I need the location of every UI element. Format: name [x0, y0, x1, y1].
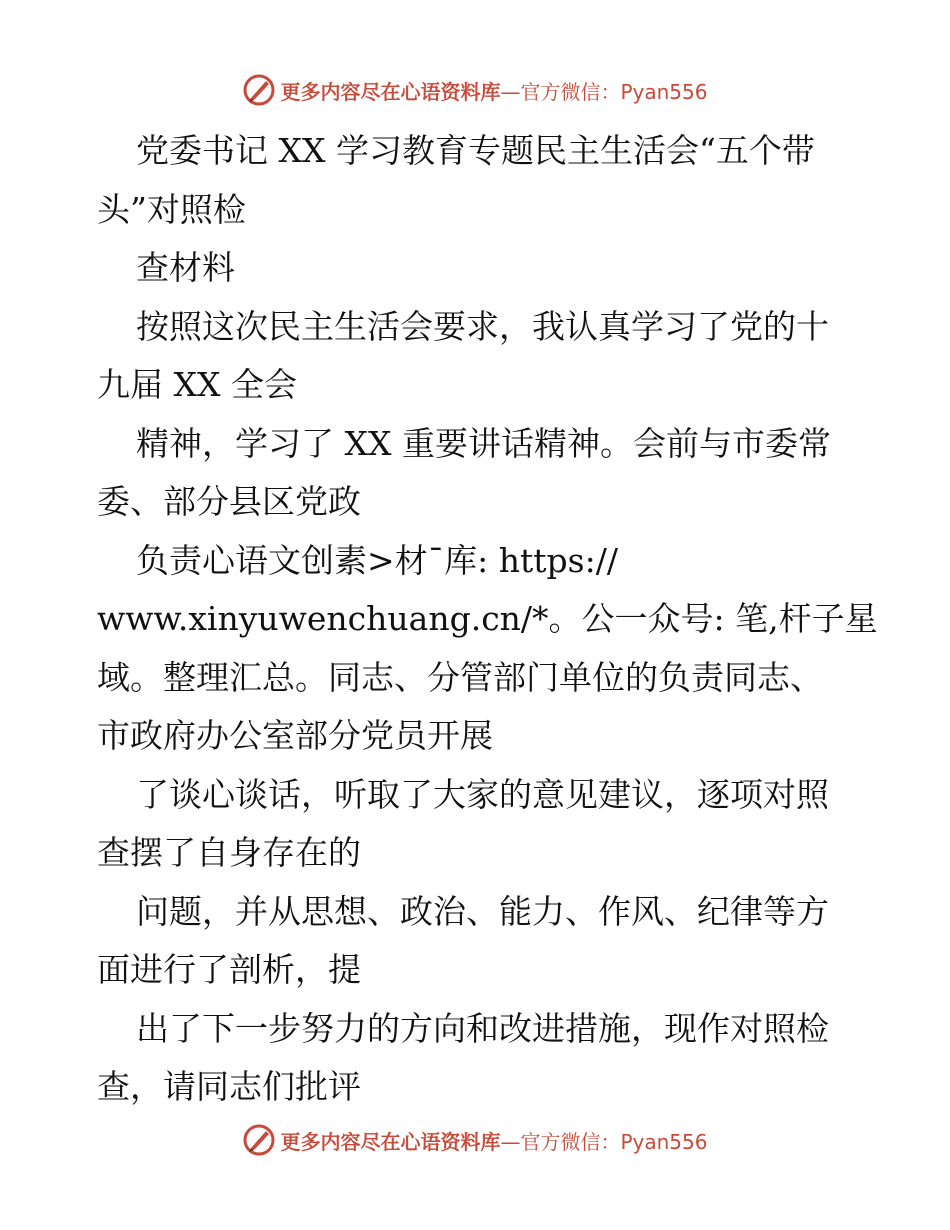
title-line-1: 党委书记 XX 学习教育专题民主生活会“五个带 [136, 131, 815, 170]
body-line: 面进行了剖析，提 [97, 950, 361, 989]
body-line: 出了下一步努力的方向和改进措施，现作对照检 [136, 1008, 829, 1048]
banner-wechat-text: —官方微信：Pyan556 [500, 79, 708, 104]
title-line-2: 头”对照检 [97, 189, 246, 229]
body-line: 域。整理汇总。同志、分管部门单位的负责同志、 [97, 657, 823, 697]
body-line: 了谈心谈话，听取了大家的意见建议，逐项对照 [136, 774, 829, 814]
header-banner [0, 70, 950, 110]
body-line: 按照这次民主生活会要求，我认真学习了党的十 [136, 306, 829, 346]
body-line: 九届 XX 全会 [97, 365, 297, 404]
quill-pen-logo-icon [242, 1123, 276, 1157]
banner-brand-text: 更多内容尽在心语资料库 [280, 1129, 501, 1154]
quill-pen-logo-icon [242, 73, 276, 107]
body-line: www.xinyuwenchuang.cn/*。公一众号: 笔,杆子星 [97, 599, 878, 638]
body-line: 市政府办公室部分党员开展 [97, 716, 493, 755]
body-line: 问题，并从思想、政治、能力、作风、纪律等方 [136, 891, 829, 931]
document-body [97, 122, 878, 1117]
banner-wechat-text: —官方微信：Pyan556 [500, 1129, 708, 1154]
title-line-3: 查材料 [136, 248, 235, 287]
banner-brand-text: 更多内容尽在心语资料库 [280, 79, 501, 104]
body-line: 精神，学习了 XX 重要讲话精神。会前与市委常 [136, 423, 831, 463]
body-line: 查摆了自身存在的 [97, 833, 361, 872]
body-line: 委、部分县区党政 [97, 482, 361, 521]
body-line: 负责心语文创素>材¯库: https:// [136, 540, 618, 580]
body-line: 查，请同志们批评 [97, 1067, 361, 1106]
footer-banner [0, 1120, 950, 1160]
